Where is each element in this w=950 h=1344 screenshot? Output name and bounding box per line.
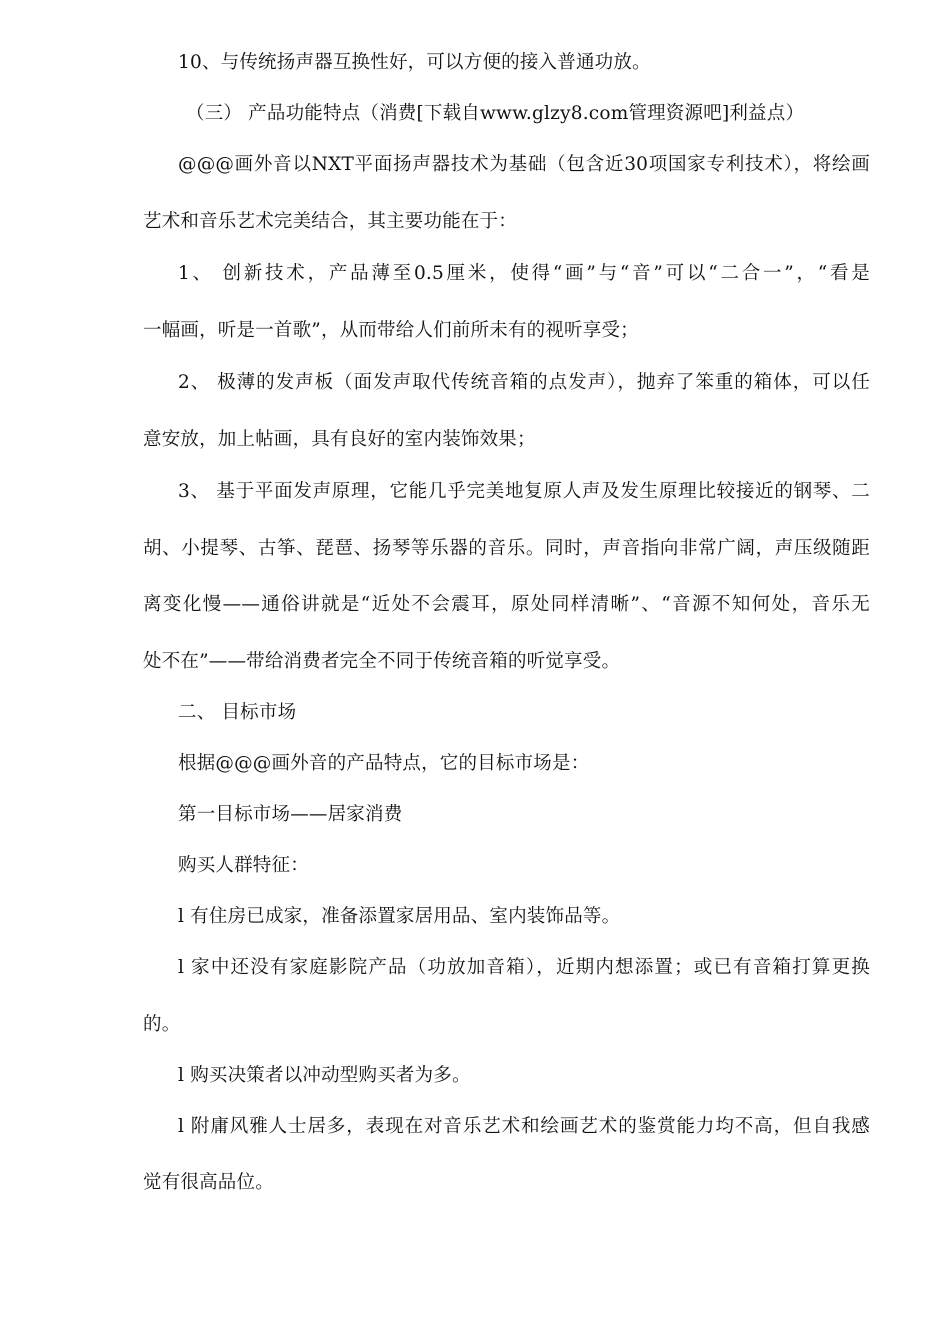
paragraph-intro-line-1: @@@画外音以NXT平面扬声器技术为基础（包含近30项国家专利技术），将绘画 xyxy=(178,154,870,175)
bullet-item-1: l 有住房已成家，准备添置家居用品、室内装饰品等。 xyxy=(178,906,621,927)
feature-item-3-line-3: 离变化慢——通俗讲就是“近处不会震耳，原处同样清晰”、“音源不知何处，音乐无 xyxy=(143,594,870,615)
paragraph-target-market-intro: 根据@@@画外音的产品特点，它的目标市场是： xyxy=(178,753,590,774)
bullet-item-2-line-1: l 家中还没有家庭影院产品（功放加音箱），近期内想添置；或已有音箱打算更换 xyxy=(178,957,870,978)
paragraph-intro-line-2: 艺术和音乐艺术完美结合，其主要功能在于： xyxy=(143,211,518,232)
bullet-item-3: l 购买决策者以冲动型购买者为多。 xyxy=(178,1065,471,1086)
feature-item-2-line-2: 意安放，加上帖画，具有良好的室内装饰效果； xyxy=(143,429,536,450)
subheading-buyer-characteristics: 购买人群特征： xyxy=(178,855,309,876)
subheading-first-target-market: 第一目标市场——居家消费 xyxy=(178,804,403,825)
bullet-item-2-line-2: 的。 xyxy=(143,1014,181,1035)
bullet-item-4-line-2: 觉有很高品位。 xyxy=(143,1172,274,1193)
feature-item-3-line-4: 处不在”——带给消费者完全不同于传统音箱的听觉享受。 xyxy=(143,651,621,672)
bullet-item-4-line-1: l 附庸风雅人士居多，表现在对音乐艺术和绘画艺术的鉴赏能力均不高，但自我感 xyxy=(178,1116,870,1137)
feature-item-1-line-2: 一幅画，听是一首歌”，从而带给人们前所未有的视听享受； xyxy=(143,320,639,341)
feature-item-3-line-1: 3、 基于平面发声原理，它能几乎完美地复原人声及发生原理比较接近的钢琴、二 xyxy=(178,481,870,502)
feature-item-2-line-1: 2、 极薄的发声板（面发声取代传统音箱的点发声），抛弃了笨重的箱体，可以任 xyxy=(178,372,870,393)
feature-item-1-line-1: 1、 创新技术，产品薄至0.5厘米，使得“画”与“音”可以“二合一”，“看是 xyxy=(178,263,870,284)
paragraph-compatibility: 10、与传统扬声器互换性好，可以方便的接入普通功放。 xyxy=(178,52,651,73)
section-heading-target-market: 二、 目标市场 xyxy=(178,702,297,723)
section-heading-product-features: （三） 产品功能特点（消费[下载自www.glzy8.com管理资源吧]利益点） xyxy=(186,103,805,124)
feature-item-3-line-2: 胡、小提琴、古筝、琵琶、扬琴等乐器的音乐。同时，声音指向非常广阔，声压级随距 xyxy=(143,538,870,559)
